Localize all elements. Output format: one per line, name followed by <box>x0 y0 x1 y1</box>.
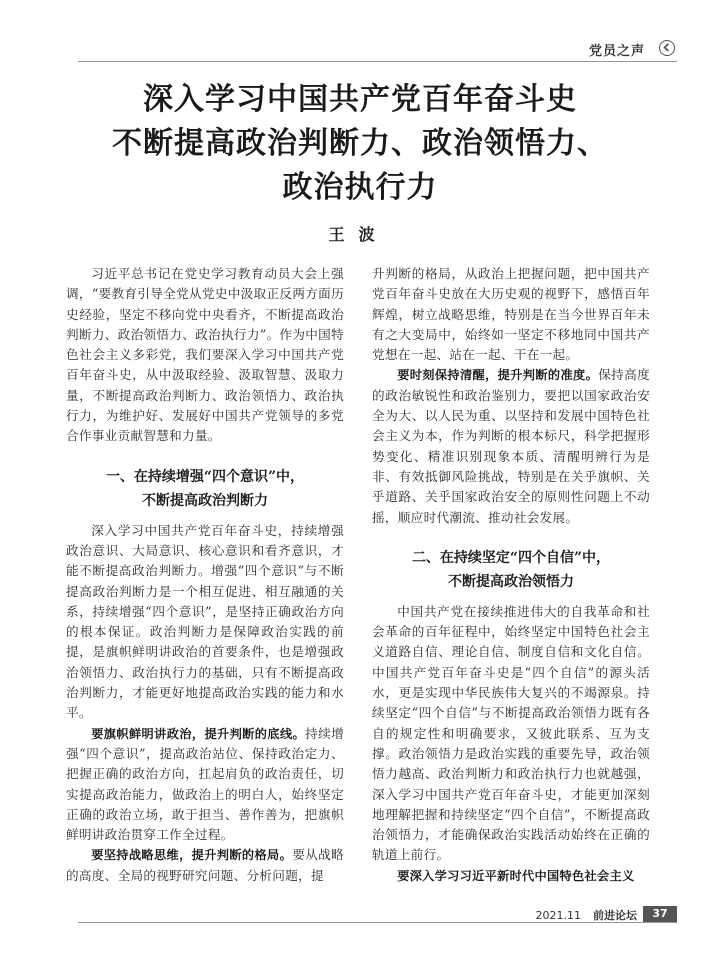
bold-lead: 要旗帜鲜明讲政治，提升判断的底线。 <box>91 726 306 741</box>
journal-name: 前进论坛 <box>593 909 637 922</box>
title-line-2: 不断提高政治判断力、政治领悟力、 <box>112 126 608 161</box>
circle-arrow-left-icon <box>659 40 675 56</box>
author-name: 王波 <box>328 225 389 244</box>
left-column <box>66 264 344 886</box>
footer-info <box>536 907 638 923</box>
page-header <box>0 0 717 62</box>
paragraph-text: 持续增强“四个意识”，提高政治站位、保持政治定力、把握正确的政治方向，扛起肩负的政治责任，切实提高政治能力，做政治上的明白人，始终坚定正确的政治立场，敢于担当、善作善为，把旗帜鲜明讲政治贯穿工作全过程。 <box>66 725 344 843</box>
bold-lead: 要深入学习习近平新时代中国特色社会主义 <box>397 868 635 883</box>
paragraph: 习近平总书记在党史学习教育动员大会上强调，“要教育引导全党从党史中汲取正反两方面历史经验，坚定不移向党中央看齐，不断提高政治判断力、政治领悟力、政治执行力”。作为中国特色社会主义多彩党，我们要深入学习中国共产党百年奋斗史，从中汲取经验、汲取智慧、汲取力量，不断提高政治判断力、政治领悟力、政治执行力，为维护好、发展好中国共产党领导的多党合作事业贡献智慧和力量。 <box>66 266 344 444</box>
paragraph-text: 保持高度的政治敏锐性和政治鉴别力，要把以国家政治安全为大、以人民为重、以坚持和发展中国特色社会主义为本，作为判断的根本标尺，科学把握形势变化、精准识别现象本质、清醒明辨行为是非、有效抵御风险挑战，特别是在关乎旗帜、关乎道路、关乎国家政治安全的原则性问题上不动摇，顺应时代潮流、推动社会发展。 <box>372 367 650 525</box>
section-heading-line: 不断提高政治判断力 <box>142 492 268 509</box>
section-heading-2 <box>372 546 650 594</box>
section-heading-line: 二、在持续坚定“四个自信”中， <box>411 549 611 566</box>
issue-number: 2021.11 <box>535 909 581 922</box>
paragraph <box>372 866 650 886</box>
paragraph: 深入学习中国共产党百年奋斗史，持续增强政治意识、大局意识、核心意识和看齐意识，才能不断提高政治判断力。增强“四个意识”与不断提高政治判断力是一个相互促进、相互融通的关系，持续增强“四个意识”，是坚持正确政治方向的根本保证。政治判断力是保障政治实践的前提，是旗帜鲜明讲政治的首要条件，也是增强政治领悟力、政治执行力的基础，只有不断提高政治判断力，才能更好地提高政治实践的能力和水平。 <box>66 522 344 721</box>
page-number: 37 <box>643 906 677 922</box>
right-column <box>372 264 650 886</box>
paragraph <box>372 365 650 527</box>
paragraph <box>66 724 344 846</box>
section-heading-1 <box>66 465 344 513</box>
paragraph <box>66 845 344 886</box>
title-line-3: 政治执行力 <box>282 170 438 205</box>
title-line-1: 深入学习中国共产党百年奋斗史 <box>143 82 577 117</box>
section-heading-line: 不断提高政治领悟力 <box>448 573 574 590</box>
article-title <box>60 78 660 210</box>
section-heading-line: 一、在持续增强“四个意识”中， <box>105 468 305 485</box>
bold-lead: 要时刻保持清醒，提升判断的准度。 <box>397 368 599 383</box>
paragraph-text: 要从战略的高度、全局的视野研究问题、分析问题，提 <box>66 847 344 883</box>
paragraph: 中国共产党在接续推进伟大的自我革命和社会革命的百年征程中，始终坚定中国特色社会主义道路自信、理论自信、制度自信和文化自信。中国共产党百年奋斗史是“四个自信”的源头活水，更是实现中华民族伟大复兴的不竭源泉。持续坚定“四个自信”与不断提高政治领悟力既有各自的规定性和明确要求，又彼此联系、互为支撑。政治领悟力是政治实践的重要先导，政治领悟力越高、政治判断力和政治执行力也就越强，深入学习中国共产党百年奋斗史，才能更加深刻地理解把握和持续坚定“四个自信”，不断提高政治领悟力，才能确保政治实践活动始终在正确的轨道上前行。 <box>372 603 650 863</box>
bold-lead: 要坚持战略思维，提升判断的格局。 <box>91 848 293 863</box>
section-label: 党员之声 <box>588 44 645 59</box>
header-divider <box>78 61 677 62</box>
paragraph: 升判断的格局，从政治上把握问题，把中国共产党百年奋斗史放在大历史观的视野下，感悟百年辉煌，树立战略思维，特别是在当今世界百年未有之大变局中，始终如一坚定不移地同中国共产党想在一起、站在一起、干在一起。 <box>372 266 650 363</box>
